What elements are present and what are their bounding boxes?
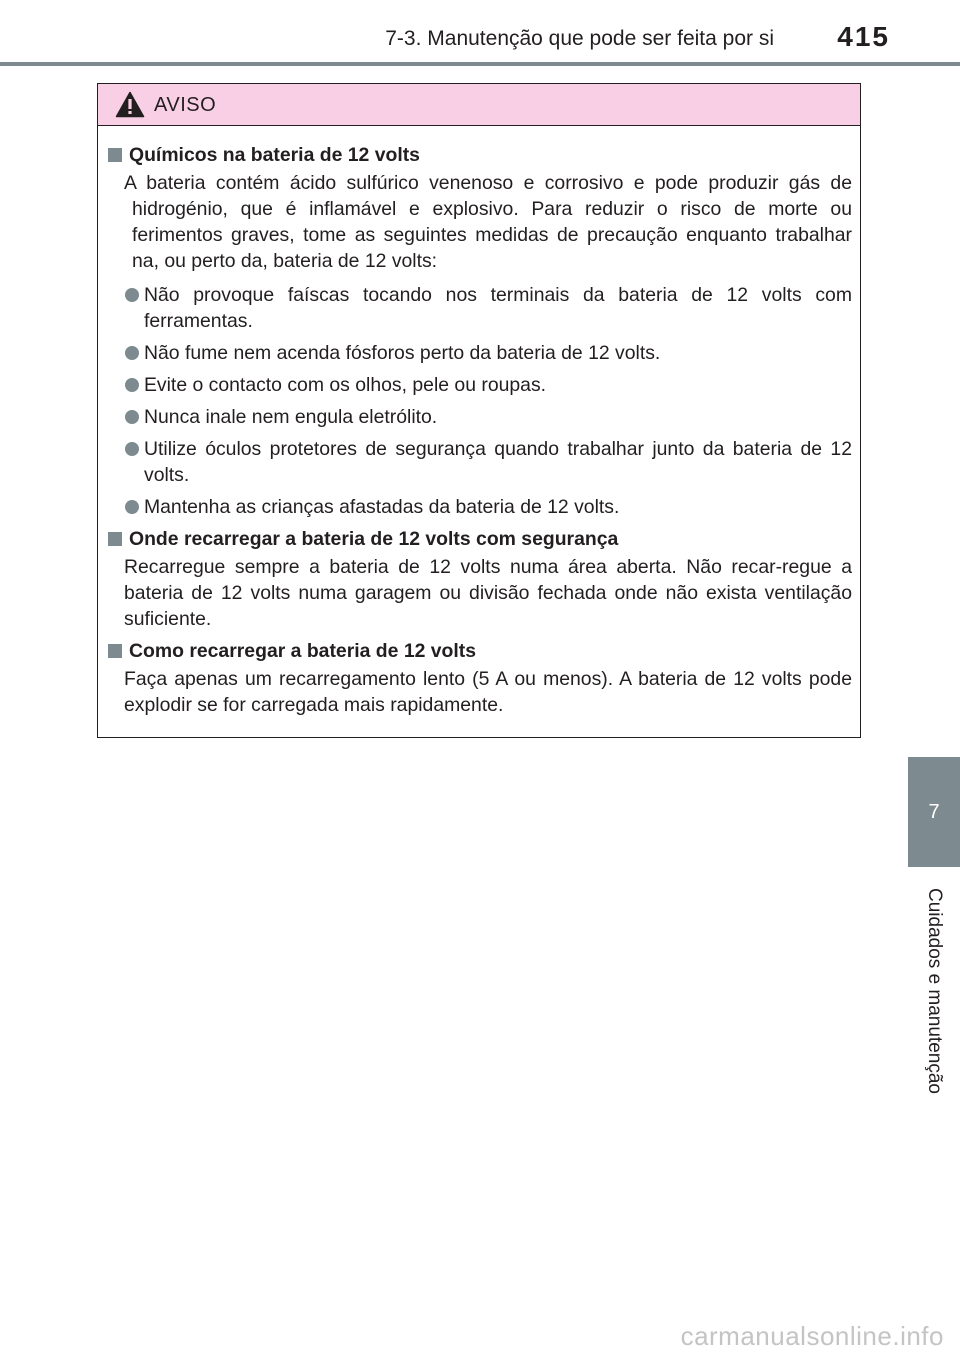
section-heading: Químicos na bateria de 12 volts [106, 142, 852, 168]
circle-bullet-icon [125, 346, 139, 360]
circle-bullet-icon [125, 288, 139, 302]
warning-triangle-icon [115, 91, 145, 118]
precaution-list [106, 282, 852, 520]
section-body: Recarregue sempre a bateria de 12 volts numa área aberta. Não recar-regue a bateria de 12 volts numa garagem ou divisão fechada onde não exista ventilação suficiente. [124, 556, 852, 630]
square-bullet-icon [108, 532, 122, 546]
chapter-side-label [908, 873, 960, 1108]
circle-bullet-icon [125, 410, 139, 424]
section-title: 7-3. Manutenção que pode ser feita por si [385, 27, 774, 50]
list-item: Não fume nem acenda fósforos perto da bateria de 12 volts. [106, 340, 852, 366]
header-divider [0, 62, 960, 66]
circle-bullet-icon [125, 378, 139, 392]
circle-bullet-icon [125, 500, 139, 514]
page-header [0, 0, 960, 66]
list-item: Não provoque faíscas tocando nos terminais da bateria de 12 volts com ferramentas. [106, 282, 852, 334]
section-how-to-recharge [106, 638, 852, 718]
warning-content [98, 126, 860, 718]
chapter-title: Cuidados e manutenção [924, 887, 945, 1094]
square-bullet-icon [108, 644, 122, 658]
chapter-tab[interactable] [908, 757, 960, 867]
watermark: carmanualsonline.info [680, 1321, 944, 1351]
list-item: Utilize óculos protetores de segurança quando trabalhar junto da bateria de 12 volts. [106, 436, 852, 488]
warning-box [97, 83, 861, 738]
warning-header [98, 84, 860, 126]
section-body: Faça apenas um recarregamento lento (5 A ou menos). A bateria de 12 volts pode explodir se for carregada mais rapidamente. [124, 668, 852, 716]
circle-bullet-icon [125, 442, 139, 456]
section-where-to-recharge [106, 526, 852, 632]
chapter-number: 7 [928, 800, 940, 823]
section-chemicals [106, 142, 852, 520]
section-heading: Como recarregar a bateria de 12 volts [106, 638, 852, 664]
warning-title: AVISO [154, 94, 217, 116]
section-body: A bateria contém ácido sulfúrico venenoso e corrosivo e pode produzir gás de hidrogénio, que é inflamável e explosivo. Para reduzir o risco de morte ou ferimentos graves, tome as seguintes medidas de precaução enquanto trabalhar na, ou perto da, bateria de 12 volts: [124, 172, 852, 272]
square-bullet-icon [108, 148, 122, 162]
list-item: Evite o contacto com os olhos, pele ou roupas. [106, 372, 852, 398]
list-item: Nunca inale nem engula eletrólito. [106, 404, 852, 430]
page-number: 415 [837, 21, 890, 52]
section-heading: Onde recarregar a bateria de 12 volts com segurança [106, 526, 852, 552]
list-item: Mantenha as crianças afastadas da bateria de 12 volts. [106, 494, 852, 520]
